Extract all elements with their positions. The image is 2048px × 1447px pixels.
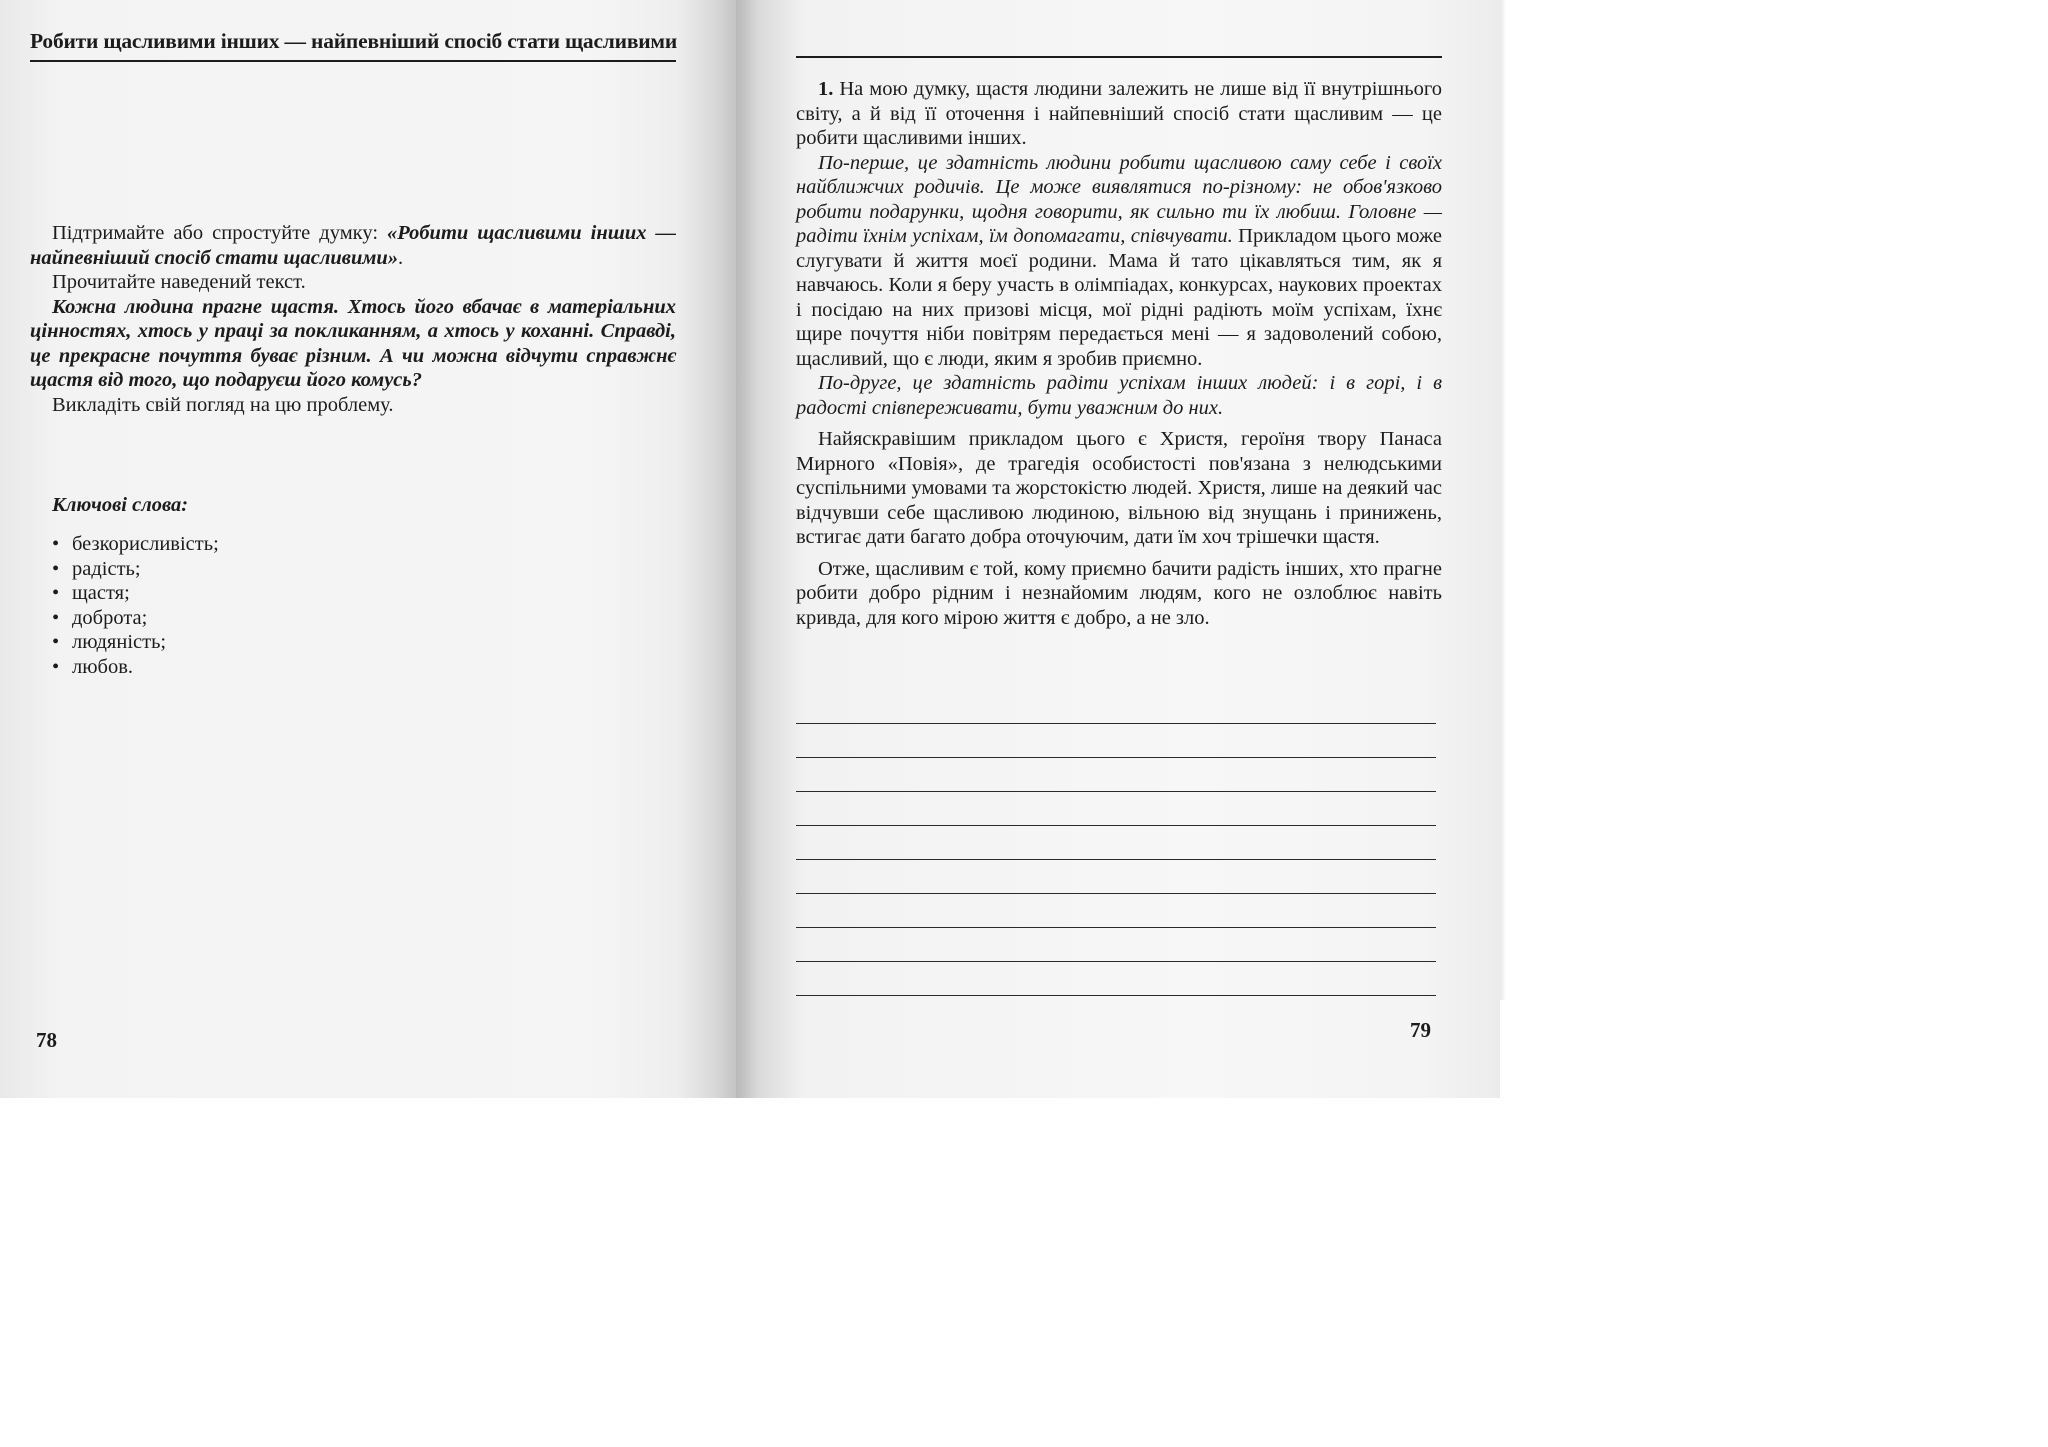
running-head: Робити щасливими інших — найпевніший спосіб стати щасливими xyxy=(30,29,676,62)
keyword-item xyxy=(48,606,219,631)
essay-number: 1. xyxy=(818,78,834,100)
literary-example: Найяскравішим прикладом цього є Христя, героїня твору Панаса Мирного «Повія», де трагедія особистості пов'язана з нелюдськими суспільними умовами та жорстокістю людей. Христя, лише на деякий час відчувши себе щасливою людиною, вільною від знущань і принижень, встигає дати багато добра оточуючим, дати їм хоч трішечки щастя. xyxy=(796,428,1442,548)
keyword-item xyxy=(48,557,219,582)
page-number-left: 78 xyxy=(36,1028,57,1052)
keyword-text: щастя; xyxy=(72,582,130,604)
bullet-icon: • xyxy=(52,631,60,653)
bullet-icon: • xyxy=(52,533,60,555)
writing-line xyxy=(796,825,1436,826)
bullet-icon: • xyxy=(52,606,60,629)
writing-line xyxy=(796,927,1436,928)
keyword-item xyxy=(48,532,219,557)
keyword-text: радість; xyxy=(72,557,141,580)
keyword-text: людяність; xyxy=(72,631,167,653)
read-prompt: Прочитайте наведений текст. xyxy=(52,271,306,293)
conclusion: Отже, щасливим є той, кому приємно бачити радість інших, хто прагне робити добро рідним і незнайомим людям, кого не озлоблює навіть кривда, для кого мірою життя є добро, а не зло. xyxy=(796,557,1442,629)
instruction-suffix: . xyxy=(398,246,404,269)
instruction-quote: «Робити щасливими інших — найпевніший спосіб стати щасливими» xyxy=(30,222,676,269)
second-argument-italic: По-друге, це здатність радіти успіхам інших людей: і в горі, і в радості співпереживати, бути уважним до них. xyxy=(796,372,1442,419)
first-argument-italic: По-перше, це здатність людини робити щасливою саму себе і своїх найближчих родичів. Це може виявлятися по-різному: не обов'язково робити подарунки, щодня говорити, як сильно ти їх любиш. Головне — радіти їхнім успіхам, їм допомагати, співчувати. xyxy=(796,151,1442,247)
keyword-text: доброта; xyxy=(72,606,148,629)
bullet-icon: • xyxy=(52,655,60,678)
instruction-paragraph xyxy=(30,221,676,270)
essay-paragraph-2 xyxy=(796,151,1442,372)
left-page-body xyxy=(30,221,676,417)
header-rule xyxy=(796,56,1442,58)
page-edge-shadow xyxy=(1500,0,1506,1000)
state-prompt: Викладіть свій погляд на цю проблему. xyxy=(52,393,394,416)
instruction-prefix: Підтримайте або спростуйте думку: xyxy=(52,222,388,244)
bold-source-text: Кожна людина прагне щастя. Хтось його вбачає в матеріальних цінностях, хтось у праці за покликанням, а хтось у коханні. Справді, це прекрасне почуття буває різним. А чи можна відчути справжнє щастя від того, що подаруєш його комусь? xyxy=(30,295,676,391)
bullet-icon: • xyxy=(52,557,60,580)
writing-line xyxy=(796,723,1436,724)
keywords-title: Ключові слова: xyxy=(52,494,189,516)
essay-body xyxy=(796,77,1442,630)
writing-line xyxy=(796,791,1436,792)
writing-line xyxy=(796,995,1436,996)
keyword-item xyxy=(48,655,219,680)
keyword-item xyxy=(48,630,219,655)
writing-line xyxy=(796,757,1436,758)
writing-line xyxy=(796,859,1436,860)
keyword-text: любов. xyxy=(72,655,134,678)
keyword-item xyxy=(48,581,219,606)
first-argument-example: Прикладом цього може слугувати й життя моєї родини. Мама й тато цікавляться тим, як я навчаюсь. Коли я беру участь в олімпіадах, конкурсах, наукових проектах і посідаю на них призові місця, мої рідні радіють моїм успіхам, їхнє щире почуття ніби повітрям передається мені — я задоволений собою, щасливий, що є люди, яким я зробив приємно. xyxy=(796,225,1442,370)
keywords-list xyxy=(48,532,219,679)
essay-intro-text: На мою думку, щастя людини залежить не лише від її внутрішнього світу, а й від її оточення і найпевніший спосіб стати щасливим — це робити щасливими інших. xyxy=(796,78,1442,149)
page-number-right: 79 xyxy=(1410,1018,1431,1042)
keyword-text: безкорисливість; xyxy=(72,533,219,555)
writing-line xyxy=(796,961,1436,962)
writing-line xyxy=(796,893,1436,894)
essay-paragraph-1 xyxy=(796,77,1442,151)
bullet-icon: • xyxy=(52,582,60,604)
